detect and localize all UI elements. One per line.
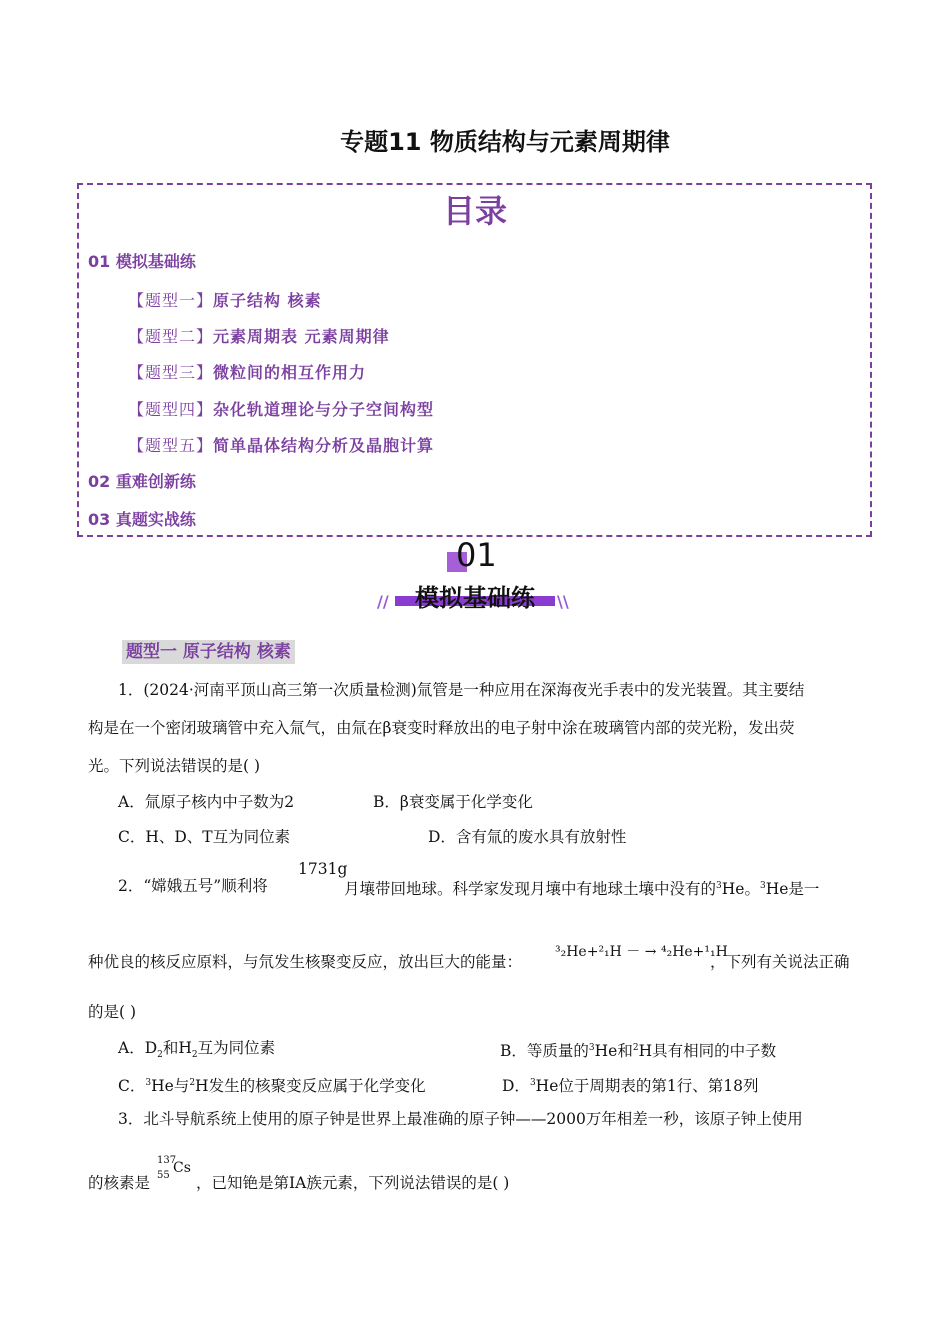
q2-optb-1: B．等质量的 — [500, 1042, 589, 1061]
q2-line1-mid: 月壤带回地球。科学家发现月壤中有地球土壤中没有的 — [344, 880, 717, 899]
toc-item-tag: 【题型三】 — [128, 363, 214, 382]
banner-number: 01 — [456, 536, 497, 574]
toc-item-text: 元素周期表 元素周期律 — [213, 327, 390, 346]
q2-opta-2: 和H — [162, 1039, 192, 1057]
q2-opta-1: A．D — [118, 1039, 158, 1057]
q2-optc-1: C． — [118, 1077, 146, 1096]
q2-optb-sup2: 2 — [632, 1043, 639, 1053]
q1-option-d: D．含有氚的废水具有放射性 — [428, 828, 627, 846]
q2-optb-2: He和 — [594, 1042, 633, 1061]
q2-optd-sup: 3 — [529, 1078, 536, 1088]
q2-optd-2: He位于周期表的第1行、第18列 — [535, 1077, 759, 1096]
toc-item-type5[interactable] — [128, 433, 434, 456]
q2-he: He。 — [721, 880, 760, 899]
q2-opta-3: 互为同位素 — [197, 1039, 276, 1057]
q2-line2-end: ，下列有关说法正确 — [710, 953, 850, 971]
toc-section-01[interactable]: 01 模拟基础练 — [88, 252, 196, 271]
q3-line2-start: 的核素是 — [88, 1174, 151, 1192]
q2-option-d — [502, 1073, 758, 1096]
q3-cs-z: 55 — [157, 1170, 170, 1181]
toc-section-03[interactable]: 03 真题实战练 — [88, 510, 196, 529]
toc-section-02[interactable]: 02 重难创新练 — [88, 472, 196, 491]
toc-item-type1[interactable] — [128, 288, 322, 311]
q2-opta-sub2: 2 — [191, 1050, 198, 1061]
toc-item-type2[interactable] — [128, 324, 390, 347]
toc-item-type3[interactable] — [128, 360, 366, 383]
q2-option-a — [118, 1038, 275, 1065]
q2-optc-sup1: 3 — [145, 1078, 152, 1088]
toc-item-tag: 【题型四】 — [128, 400, 214, 419]
banner-right-deco: \\ — [557, 592, 569, 611]
q2-line3: 的是( ) — [88, 1003, 137, 1021]
question-type-label: 题型一 原子结构 核素 — [122, 640, 295, 664]
toc-item-tag: 【题型二】 — [128, 327, 214, 346]
q2-optc-sup2: 2 — [189, 1078, 196, 1088]
toc-item-text: 简单晶体结构分析及晶胞计算 — [213, 436, 435, 455]
toc-item-tag: 【题型一】 — [128, 291, 214, 310]
q2-he-sup: 3 — [716, 881, 722, 891]
q2-optc-3: H发生的核聚变反应属于化学变化 — [195, 1077, 426, 1096]
q2-opta-sub1: 2 — [157, 1050, 163, 1061]
q1-option-b: B．β衰变属于化学变化 — [373, 793, 533, 811]
q2-optd-1: D． — [502, 1077, 530, 1096]
q2-line1-start: 2．“嫦娥五号”顺利将 — [118, 877, 268, 895]
toc-heading: 目录 — [442, 192, 507, 230]
banner-left-deco: // — [377, 592, 389, 611]
q3-line1: 3．北斗导航系统上使用的原子钟是世界上最准确的原子钟——2000万年相差一秒，该原子钟上使用 — [118, 1110, 803, 1128]
banner-label: 模拟基础练 — [415, 584, 535, 612]
q2-option-b — [500, 1038, 776, 1061]
q2-optb-sup1: 3 — [588, 1043, 595, 1053]
q2-option-c — [118, 1073, 426, 1096]
q2-line1-end: He是一 — [765, 880, 820, 899]
toc-item-tag: 【题型五】 — [128, 436, 214, 455]
q3-cs-symbol: Cs — [173, 1160, 191, 1176]
q2-he-sup2: 3 — [759, 881, 766, 891]
q3-cs-mass: 137 — [157, 1155, 177, 1166]
q1-option-a: A．氚原子核内中子数为2 — [118, 793, 295, 811]
q1-line3: 光。下列说法错误的是( ) — [88, 757, 261, 775]
toc-item-type4[interactable] — [128, 397, 434, 420]
q2-line1-rest — [344, 876, 819, 899]
q2-mass: 1731g — [298, 860, 348, 878]
q1-option-c: C．H、D、T互为同位素 — [118, 828, 291, 846]
toc-item-text: 微粒间的相互作用力 — [213, 363, 367, 382]
q2-optb-3: H具有相同的中子数 — [638, 1042, 777, 1061]
q2-line2-start: 种优良的核反应原料，与氘发生核聚变反应，放出巨大的能量： — [88, 953, 523, 971]
toc-item-text: 原子结构 核素 — [213, 291, 322, 310]
q2-optc-2: He与 — [151, 1077, 190, 1096]
q3-line2-end: ，已知铯是第ⅠA族元素，下列说法错误的是( ) — [196, 1174, 510, 1192]
toc-item-text: 杂化轨道理论与分子空间构型 — [213, 400, 435, 419]
q2-equation: ³₂He+²₁H － → ⁴₂He+¹₁H — [555, 944, 728, 960]
page-title: 专题11 物质结构与元素周期律 — [340, 128, 670, 156]
q1-line1: 1．(2024·河南平顶山高三第一次质量检测)氚管是一种应用在深海夜光手表中的发光装置。其主要结 — [118, 681, 805, 699]
q1-line2: 构是在一个密闭玻璃管中充入氚气，由氚在β衰变时释放出的电子射中涂在玻璃管内部的荧光粉，发出荧 — [88, 719, 795, 737]
